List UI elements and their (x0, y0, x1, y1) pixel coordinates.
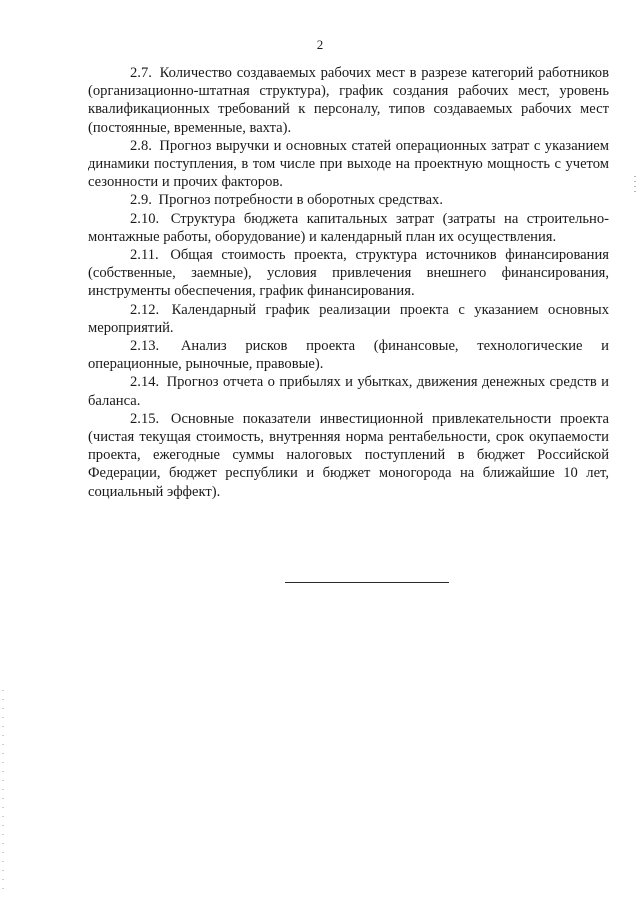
paragraph-text: Прогноз выручки и основных статей операционных затрат с указанием динамики поступления, в том числе при выходе на проектную мощность с учетом сезонности и прочих факторов. (88, 137, 610, 191)
scan-artifact-left (2, 690, 4, 890)
paragraph-2-15 (88, 410, 609, 501)
paragraph-number: 2.15. (130, 410, 160, 427)
paragraph-text: Основные показатели инвестиционной привлекательности проекта (чистая текущая стоимость, внутренняя норма рентабельности, срок окупаемости проекта, ежегодные суммы налоговых поступлений в бюджет Российской Федерации, бюджет республики и бюджет моногорода на ближайшие 10 лет, социальный эффект). (88, 410, 609, 500)
paragraph-number: 2.9. (130, 192, 152, 209)
paragraph-2-9 (88, 191, 609, 209)
paragraph-text: Прогноз потребности в оборотных средствах. (158, 192, 443, 209)
end-of-document-divider (285, 582, 449, 583)
paragraph-2-11 (88, 246, 609, 301)
paragraph-number: 2.14. (130, 374, 160, 391)
paragraph-number: 2.7. (130, 65, 152, 81)
paragraph-text: Прогноз отчета о прибылях и убытках, движения денежных средств и баланса. (88, 374, 609, 409)
paragraph-2-13 (88, 337, 609, 373)
scan-artifact-right (634, 176, 636, 192)
paragraph-number: 2.11. (130, 247, 159, 264)
paragraph-number: 2.10. (130, 210, 160, 227)
paragraph-text: Структура бюджета капитальных затрат (затраты на строительно-монтажные работы, оборудование) и календарный план их осуществления. (88, 210, 610, 245)
paragraph-text: Календарный график реализации проекта с указанием основных мероприятий. (88, 301, 610, 336)
paragraph-2-7 (88, 64, 609, 137)
paragraph-2-12 (88, 301, 609, 337)
paragraph-text: Общая стоимость проекта, структура источников финансирования (собственные, заемные), условия привлечения внешнего финансирования, инструменты обеспечения, график финансирования. (88, 247, 609, 300)
paragraph-2-10 (88, 210, 609, 246)
page-number: 2 (316, 37, 324, 52)
document-body (88, 64, 609, 501)
paragraph-2-8 (88, 137, 609, 192)
paragraph-text: Анализ рисков проекта (финансовые, технологические и операционные, рыночные, правовые). (88, 338, 609, 373)
paragraph-number: 2.8. (130, 137, 152, 154)
paragraph-2-14 (88, 373, 609, 409)
paragraph-number: 2.12. (130, 301, 160, 318)
paragraph-number: 2.13. (130, 338, 160, 355)
paragraph-text: Количество создаваемых рабочих мест в разрезе категорий работников (организационно-штатная структура), график создания рабочих мест, уровень квалификационных требований к персоналу, типов создаваемых рабочих мест (постоянные, временные, вахта). (88, 65, 609, 136)
